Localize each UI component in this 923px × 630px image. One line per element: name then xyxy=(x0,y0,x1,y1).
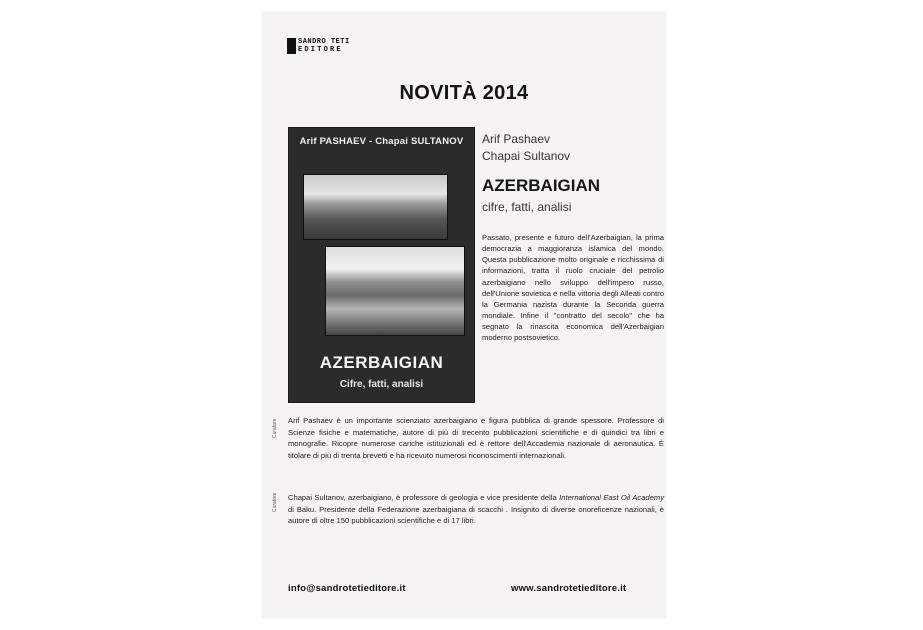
headline: NOVITÀ 2014 xyxy=(399,82,529,104)
logo-line2: EDITORE xyxy=(298,46,343,54)
logo-line1: SANDRO TETI xyxy=(298,38,350,46)
book-description: Passato, presente e futuro dell'Azerbaigian, la prima democrazia a maggioranza islamica del mondo. Questa pubblicazione molto originale e ricchissima di informazioni, tratta il ruolo cruciale del petrolio azerbaigiano nello sviluppo dell'impero russo, dell'Unione sovietica e nella vittoria degli Alleati contro la Germania nazista durante la Seconda guerra mondiale. Infine il "contratto del secolo" che ha segnato la rinascita economica dell'Azerbaigian moderno postsovietico. xyxy=(482,233,664,343)
author-1: Arif Pashaev xyxy=(482,132,551,146)
bio-sultanov-part1: Chapai Sultanov, azerbaigiano, è professore di geologia e vice presidente della xyxy=(288,493,560,502)
book-subtitle: cifre, fatti, analisi xyxy=(482,200,572,214)
bio-sultanov xyxy=(288,492,664,527)
cover-title: AZERBAIGIAN xyxy=(319,353,444,372)
logo-mark xyxy=(287,38,296,54)
book-cover xyxy=(288,127,475,403)
book-title: AZERBAIGIAN xyxy=(482,176,601,195)
bio-sultanov-academy: International East Oil Academy xyxy=(559,493,664,502)
footer-website[interactable]: www.sandrotetieditore.it xyxy=(511,583,627,594)
bio-label-1: Curatore xyxy=(272,418,278,438)
cover-authors: Arif PASHAEV - Chapai SULTANOV xyxy=(299,136,464,147)
bio-pashaev: Arif Pashaev è un importante scienziato azerbaigiano e figura pubblica di grande spessore. Professore di Scienze fisiche e matematiche, autore di più di trecento pubblicazioni scientifiche e di quindici tra libri e monografie. Ricopre numerose cariche istituzionali ed è rettore dell'Accademia nazionale di aeronautica. È titolare di più di trenta brevetti e ha ricevuto numerosi riconoscimenti internazionali. xyxy=(288,416,664,460)
publisher-logo xyxy=(287,38,367,56)
bio-label-2: Curatore xyxy=(272,492,278,512)
author-2: Chapai Sultanov xyxy=(482,149,571,163)
cover-subtitle: Cifre, fatti, analisi xyxy=(339,379,424,390)
cover-photo-top xyxy=(303,174,448,240)
footer-email[interactable]: info@sandrotetieditore.it xyxy=(288,583,406,594)
bio-sultanov-part2: di Baku. Presidente della Federazione azerbaigiana di scacchi . Insignito di diverse onoreficenze nazionali, è autore di oltre 150 pubblicazioni scientifiche e di 17 libri. xyxy=(288,504,664,526)
cover-photo-bottom xyxy=(325,246,465,336)
